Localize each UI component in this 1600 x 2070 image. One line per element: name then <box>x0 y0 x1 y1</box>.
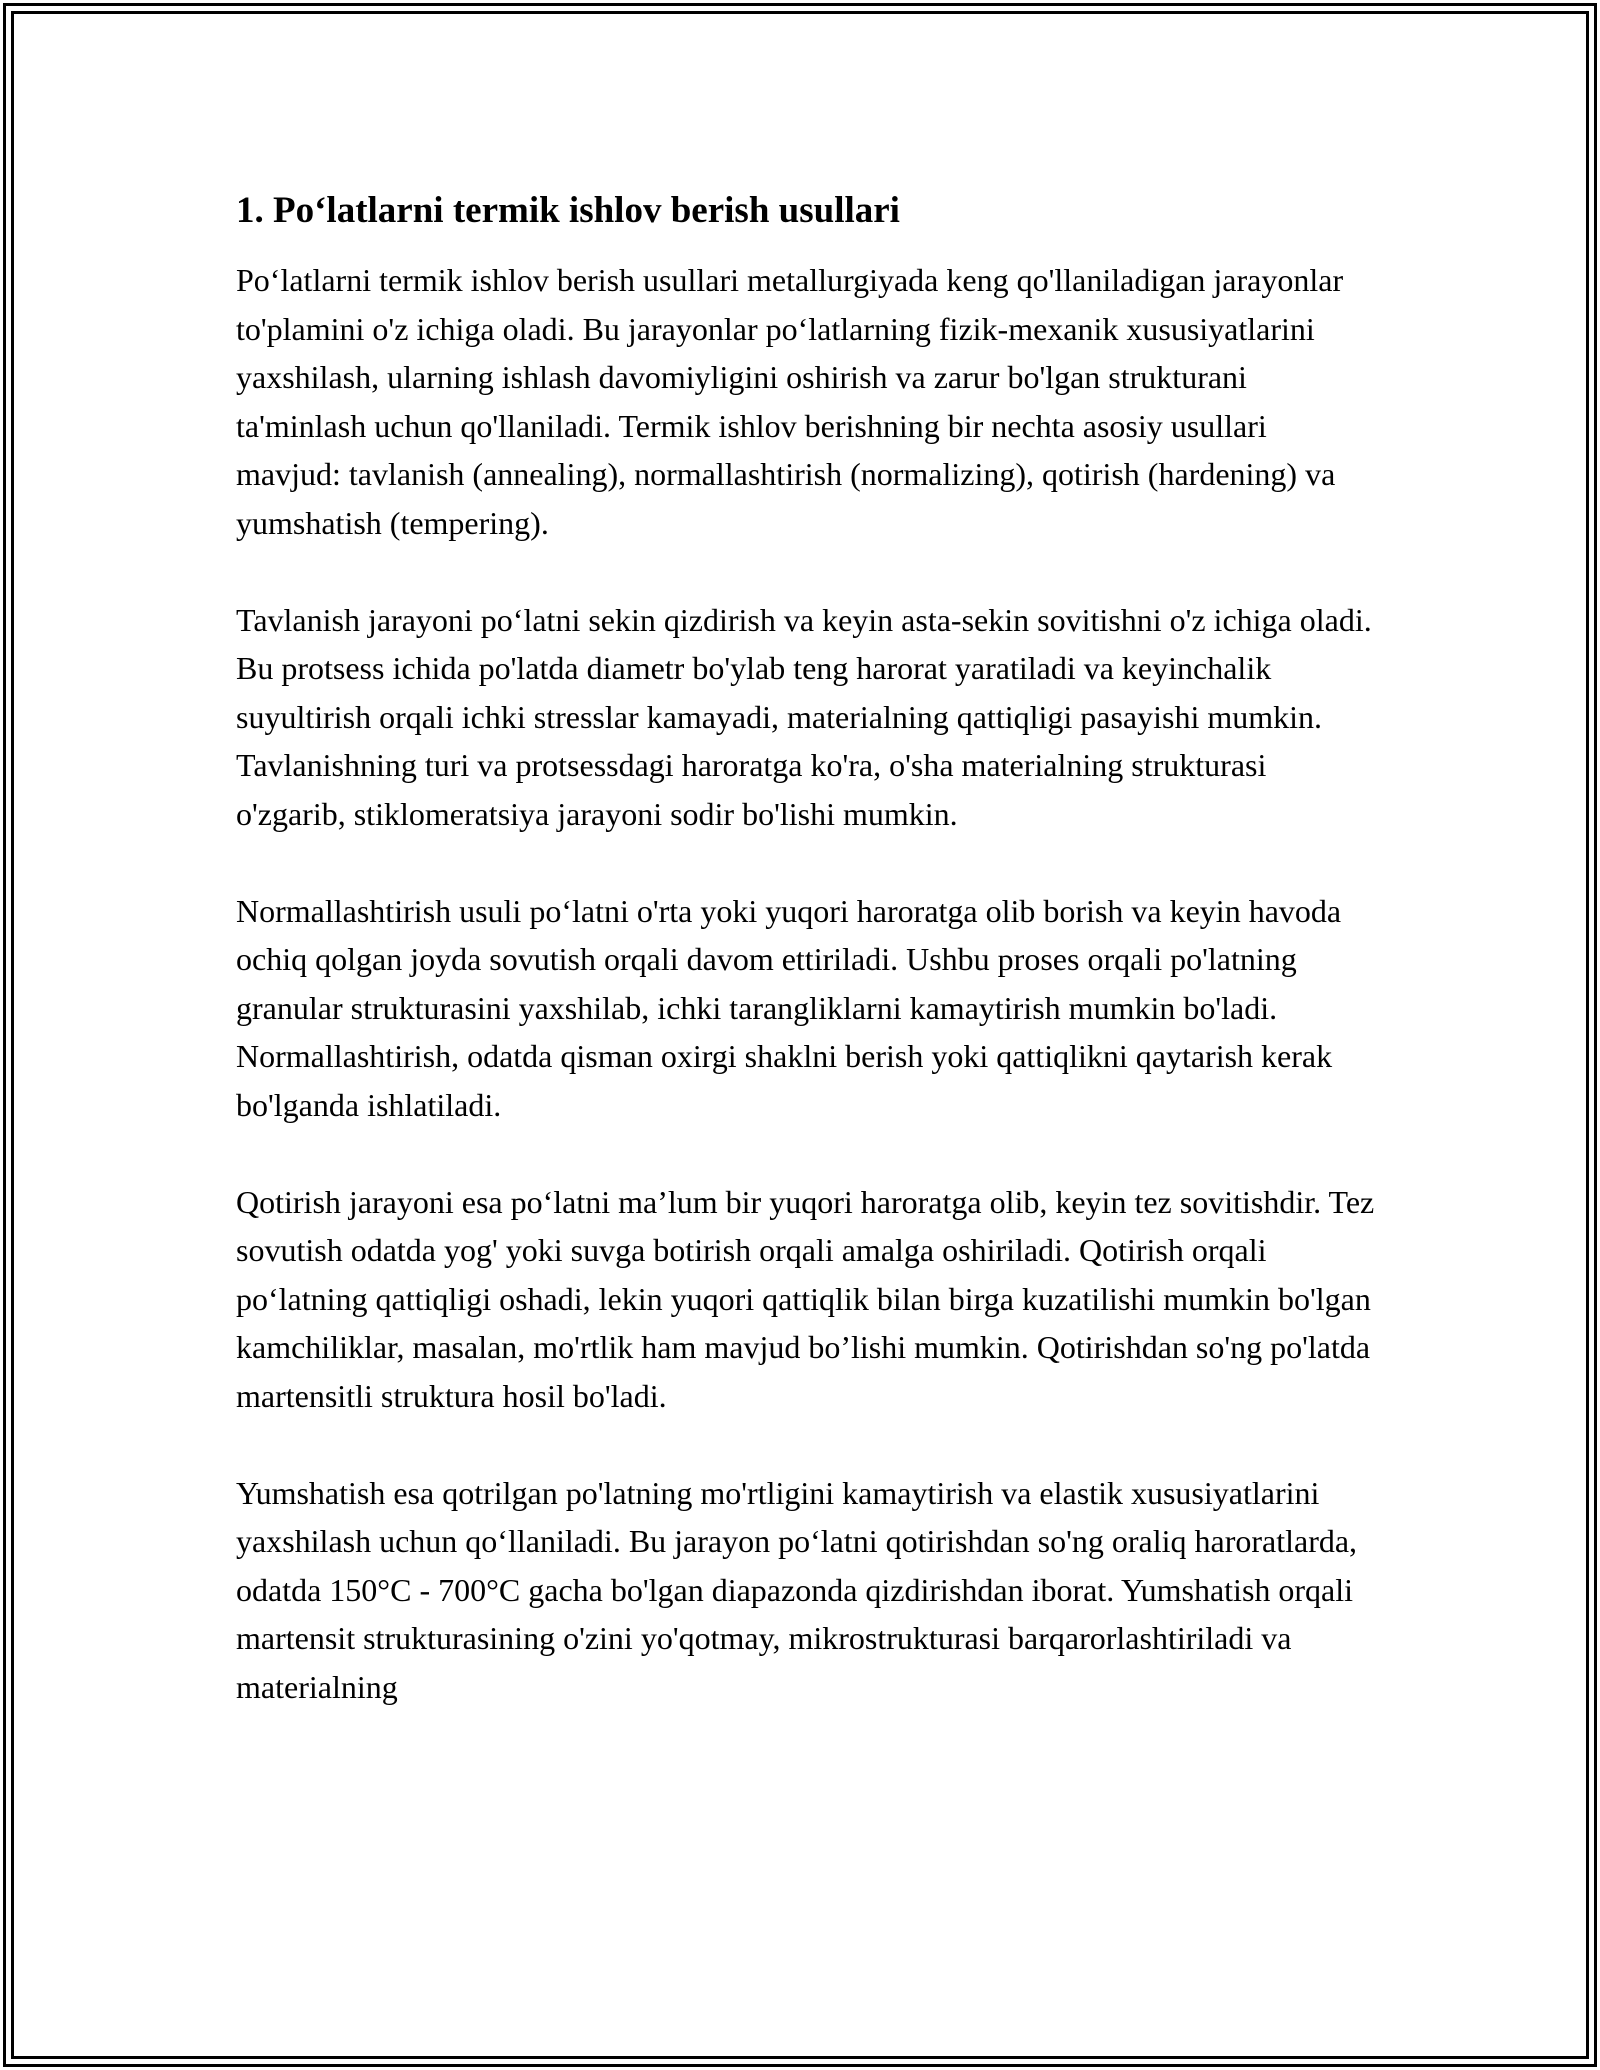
paragraph-hardening: Qotirish jarayoni esa po‘latni ma’lum bir yuqori haroratga olib, keyin tez sovitishdir. Tez sovutish odatda yog' yoki suvga botirish orqali amalga oshiriladi. Qotirish orqali po‘latning qattiqligi oshadi, lekin yuqori qattiqlik bilan birga kuzatilishi mumkin bo'lgan kamchiliklar, masalan, mo'rtlik ham mavjud bo’lishi mumkin. Qotirishdan so'ng po'latda martensitli struktura hosil bo'ladi. <box>236 1183 1375 1414</box>
paragraph-tempering: Yumshatish esa qotrilgan po'latning mo'rtligini kamaytirish va elastik xususiyatlarini yaxshilash uchun qo‘llaniladi. Bu jarayon po‘latni qotirishdan so'ng oraliq haroratlarda, odatda 150°C - 700°C gacha bo'lgan diapazonda qizdirishdan iborat. Yumshatish orqali martensit strukturasining o'zini yo'qotmay, mikrostrukturasi barqarorlashtiriladi va materialning <box>236 1474 1358 1705</box>
paragraph-intro: Po‘latlarni termik ishlov berish usullari metallurgiyada keng qo'llaniladigan jarayonlar to'plamini o'z ichiga oladi. Bu jarayonlar po‘latlarning fizik-mexanik xususiyatlarini yaxshilash, ularning ishlash davomiyligini oshirish va zarur bo'lgan strukturani ta'minlash uchun qo'llaniladi. Termik ishlov berishning bir nechta asosiy usullari mavjud: tavlanish (annealing), normallashtirish (normalizing), qotirish (hardening) va yumshatish (tempering). <box>236 262 1344 541</box>
document-body <box>236 186 1376 1760</box>
section-heading: 1. Po‘latlarni termik ishlov berish usullari <box>236 190 900 231</box>
paragraph-annealing: Tavlanish jarayoni po‘latni sekin qizdirish va keyin asta-sekin sovitishni o'z ichiga oladi. Bu protsess ichida po'latda diametr bo'ylab teng harorat yaratiladi va keyinchalik suyultirish orqali ichki stresslar kamayadi, materialning qattiqligi pasayishi mumkin. Tavlanishning turi va protsessdagi haroratga ko'ra, o'sha materialning strukturasi o'zgarib, stiklomeratsiya jarayoni sodir bo'lishi mumkin. <box>236 601 1372 832</box>
paragraph-normalizing: Normallashtirish usuli po‘latni o'rta yoki yuqori haroratga olib borish va keyin havoda ochiq qolgan joyda sovutish orqali davom ettiriladi. Ushbu proses orqali po'latning granular strukturasini yaxshilab, ichki tarangliklarni kamaytirish mumkin bo'ladi. Normallashtirish, odatda qisman oxirgi shaklni berish yoki qattiqlikni qaytarish kerak bo'lganda ishlatiladi. <box>236 892 1342 1123</box>
